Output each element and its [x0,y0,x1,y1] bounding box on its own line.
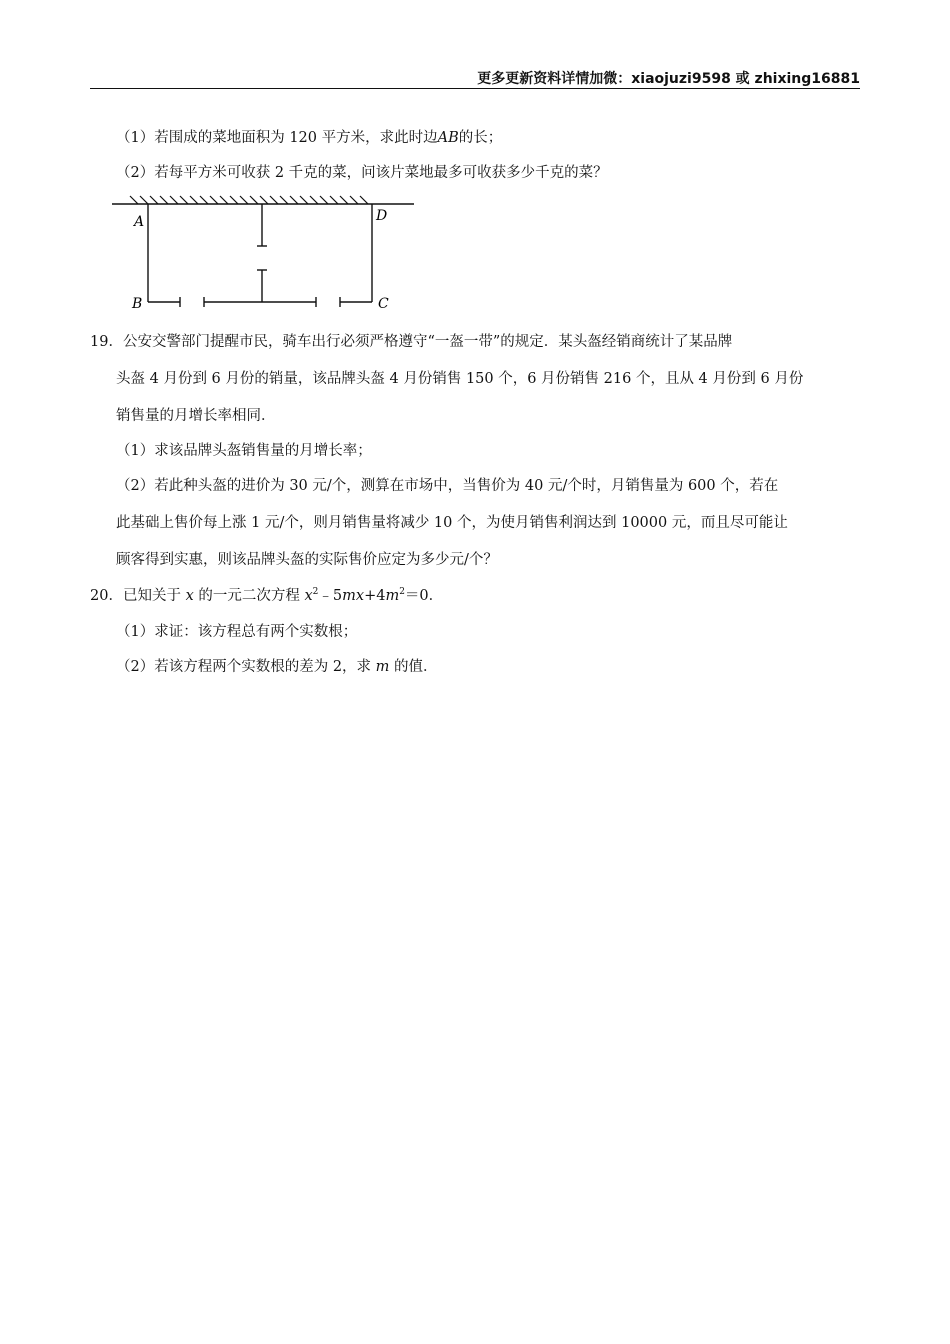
fence-lines [148,204,372,307]
q19-part2-line2: 此基础上售价每上涨 1 元/个，则月销售量将减少 10 个，为使月销售利润达到 10000 元，而且尽可能让 [116,515,788,531]
q20-part1: （1）求证：该方程总有两个实数根； [116,624,358,640]
q18-part2: （2）若每平方米可收获 2 千克的菜，问该片菜地最多可收获多少千克的菜？ [116,165,608,181]
var-x: x [185,588,194,604]
label-C: C [378,296,389,312]
q19-line2: 头盔 4 月份到 6 月份的销量，该品牌头盔 4 月份销售 150 个，6 月份销售 216 个，且从 4 月份到 6 月份 [116,371,804,387]
page-header [90,68,860,89]
q19-part1: （1）求该品牌头盔销售量的月增长率； [116,443,372,459]
q18-part1: （1）若围成的菜地面积为 120 平方米，求此时边AB的长； [116,130,503,146]
q20-intro: 20．已知关于 x 的一元二次方程 $x^2﹣5mx+4m^2=0$． [90,587,444,604]
vegetable-garden-diagram [100,188,430,318]
label-D: D [376,208,388,224]
label-A: A [134,214,145,230]
header-text: 更多更新资料详情加微：xiaojuzi9598 或 zhixing16881 [477,71,860,87]
q20-part2: （2）若该方程两个实数根的差为 2，求 m 的值． [116,659,438,675]
wall-hatching [130,196,368,204]
label-B: B [132,296,143,312]
var-m: m [375,659,390,675]
quadratic-equation: $x^2﹣5mx+4m^2=0$． [304,587,444,604]
q19-part2-line3: 顾客得到实惠，则该品牌头盔的实际售价应定为多少元/个？ [116,552,498,568]
q19-line3: 销售量的月增长率相同． [116,408,276,424]
q19-part2-line1: （2）若此种头盔的进价为 30 元/个，测算在市场中，当售价为 40 元/个时，月销售量为 600 个，若在 [116,478,779,494]
q19-line1: 19．公安交警部门提醒市民，骑车出行必须严格遵守“一盔一带”的规定．某头盔经销商统计了某品牌 [90,334,733,350]
var-AB: AB [437,130,459,146]
